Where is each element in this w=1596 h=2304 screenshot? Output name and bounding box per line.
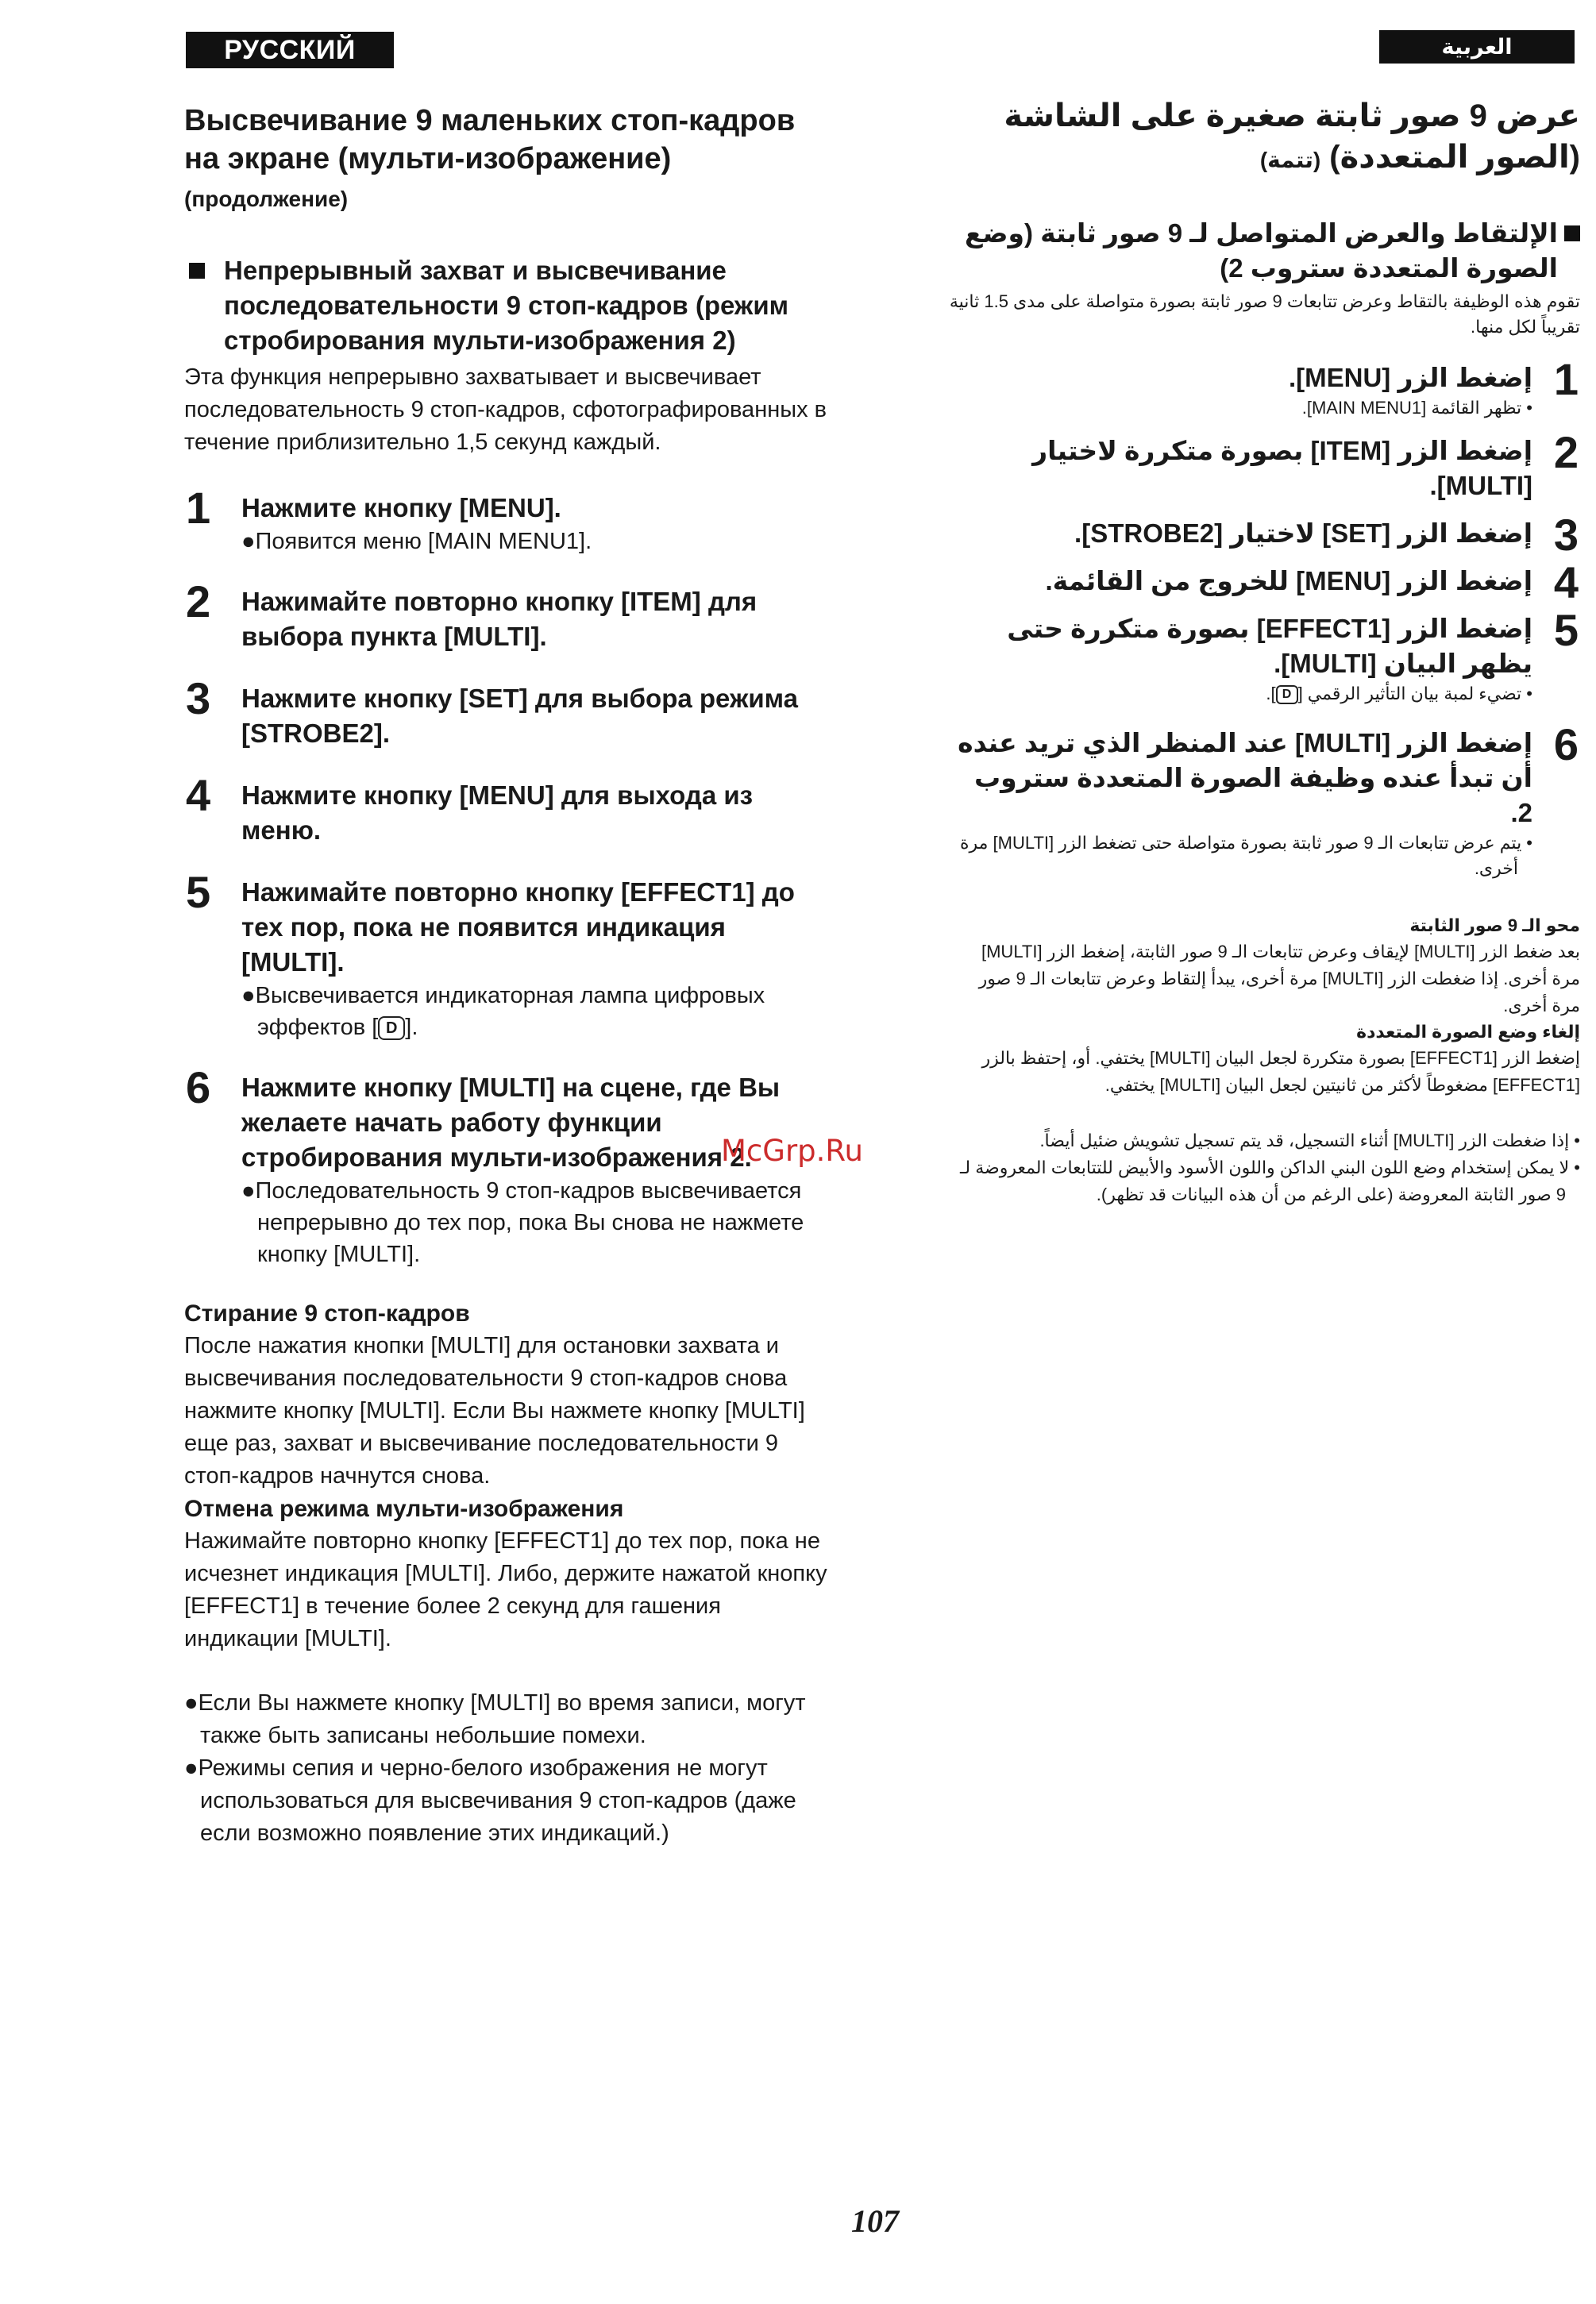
watermark: McGrp.Ru [721, 1134, 863, 1168]
step-3 [949, 510, 1580, 560]
step-note [949, 681, 1532, 707]
step-number: 1 [1553, 354, 1579, 404]
step-6 [184, 1062, 835, 1270]
language-tab-russian: РУССКИЙ ЯЗЫК [186, 32, 394, 68]
step-5 [949, 605, 1580, 707]
step-6 [949, 719, 1580, 881]
russian-column [184, 102, 835, 1850]
title-note: (продолжение) [184, 187, 349, 211]
cancel-heading: إلغاء وضع الصورة المتعددة [1356, 1022, 1580, 1042]
arabic-column [949, 95, 1580, 1208]
step-text: Нажмите кнопку [MENU]. [241, 493, 561, 522]
section-subheading [949, 216, 1580, 286]
notes-list [949, 1127, 1580, 1208]
step-3 [184, 673, 835, 751]
step-text: إضغط الزر [ITEM] بصورة متكررة لاختيار [MULTI]. [1032, 436, 1532, 500]
subheading-text: الإلتقاط والعرض المتواصل لـ 9 صور ثابتة (وضع الصورة المتعددة ستروب 2) [965, 218, 1558, 283]
step-text: إضغط الزر [SET] لاختيار [STROBE2]. [1074, 518, 1532, 548]
square-bullet-icon [189, 263, 205, 279]
step-text: Нажмите кнопку [MENU] для выхода из меню. [241, 780, 754, 845]
step-note: ●Появится меню [MAIN MENU1]. [241, 529, 592, 554]
step-text: إضغط الزر [MULTI] عند المنظر الذي تريد عنده أن تبدأ عنده وظيفة الصورة المتعددة ستروب 2. [958, 728, 1532, 827]
step-text: Нажимайте повторно кнопку [ITEM] для выбора пункта [MULTI]. [241, 587, 758, 651]
step-number: 1 [186, 483, 211, 533]
step-4 [949, 557, 1580, 607]
page-title-arabic [949, 95, 1580, 181]
digital-effect-icon: D [378, 1016, 405, 1040]
erase-paragraph: После нажатия кнопки [MULTI] для остановки захвата и высвечивания последовательности 9 стоп-кадров снова нажмите кнопку [MULTI]. Если Вы нажмете кнопку [MULTI] еще раз, захват и высвечивание последовательности 9 стоп-кадров начнутся снова. [184, 1333, 805, 1489]
step-text: إضغط الزر [MENU] للخروج من القائمة. [1045, 566, 1532, 595]
note-item: • إذا ضغطت الزر [MULTI] أثناء التسجيل، قد يتم تسجيل تشويش ضئيل أيضاً. [1039, 1131, 1580, 1150]
step-2 [184, 576, 835, 654]
step-5 [184, 867, 835, 1043]
step-text: إضغط الزر [EFFECT1] بصورة متكررة حتى يظهر البيان [MULTI]. [1007, 614, 1532, 678]
step-note: • يتم عرض تتابعات الـ 9 صور ثابتة بصورة متواصلة حتى تضغط الزر [MULTI] مرة أخرى. [959, 833, 1532, 878]
notes-list [184, 1687, 835, 1850]
title-text: Высвечивание 9 маленьких стоп-кадров на экране (мульти-изображение) [184, 104, 796, 175]
square-bullet-icon [1564, 225, 1580, 241]
subheading-text: Непрерывный захват и высвечивание последовательности 9 стоп-кадров (режим стробирования мульти-изображения 2) [224, 256, 789, 355]
cancel-paragraph: إضغط الزر [EFFECT1] بصورة متكررة لجعل البيان [MULTI] يختفي. أو، إحتفظ بالزر [EFFECT1] مضغوطاً لأكثر من ثانيتين لجعل البيان [MULTI] يختفي. [981, 1048, 1580, 1095]
note-item: • لا يمكن إستخدام وضع اللون البني الداكن واللون الأسود والأبيض للتتابعات المعروضة لـ 9 صور الثابتة المعروضة (على الرغم من أن هذه البيانات قد تظهر). [959, 1158, 1580, 1204]
erase-paragraph: بعد ضغط الزر [MULTI] لإيقاف وعرض تتابعات الـ 9 صور الثابتة، إضغط الزر [MULTI] مرة أخرى. إذا ضغطت الزر [MULTI] مرة أخرى، يبدأ إلتقاط وعرض تتابعات الـ 9 صور مرة أخرى. [978, 942, 1580, 1015]
note-text-before: ●Высвечивается индикаторная лампа цифровых эффектов [ [241, 983, 765, 1040]
step-number: 5 [186, 867, 211, 917]
step-number: 6 [1553, 719, 1579, 769]
digital-effect-icon: D [1276, 685, 1298, 704]
step-number: 3 [1553, 510, 1579, 560]
title-note: (تتمة) [1259, 148, 1321, 172]
step-number: 3 [186, 673, 211, 723]
language-tab-arabic: العربية [1379, 30, 1575, 64]
title-text: عرض 9 صور ثابتة صغيرة على الشاشة (الصور المتعددة) [1004, 98, 1580, 175]
step-number: 2 [1553, 427, 1579, 477]
step-text: Нажмите кнопку [SET] для выбора режима [STROBE2]. [241, 684, 798, 748]
cancel-heading: Отмена режима мульти-изображения [184, 1496, 624, 1522]
step-text: إضغط الزر [MENU]. [1288, 363, 1532, 392]
erase-heading: محو الـ 9 صور الثابتة [1409, 915, 1580, 935]
step-text: Нажимайте повторно кнопку [EFFECT1] до тех пор, пока не появится индикация [MULTI]. [241, 877, 795, 977]
page-title [184, 102, 835, 218]
step-1 [184, 483, 835, 557]
step-number: 4 [1553, 557, 1579, 607]
note-text-after: ]. [405, 1015, 418, 1040]
note-text-before: • تضيء لمبة بيان التأثير الرقمي [ [1297, 684, 1532, 703]
step-text: Нажмите кнопку [MULTI] на сцене, где Вы желаете начать работу функции стробирования мульти-изображения 2. [241, 1073, 781, 1172]
page-number: 107 [851, 2203, 899, 2239]
step-note: • تظهر القائمة [MAIN MENU1]. [1301, 398, 1532, 418]
note-text-after: ]. [1266, 684, 1276, 703]
intro-paragraph: Эта функция непрерывно захватывает и высвечивает последовательность 9 стоп-кадров, сфотографированных в течение приблизительно 1,5 секунд каждый. [184, 364, 827, 455]
cancel-paragraph: Нажимайте повторно кнопку [EFFECT1] до тех пор, пока не исчезнет индикация [MULTI]. Либо, держите нажатой кнопку [EFFECT1] в течение более 2 секунд для гашения индикации [MULTI]. [184, 1528, 827, 1651]
step-note: ●Последовательность 9 стоп-кадров высвечивается непрерывно до тех пор, пока Вы снова не нажмете кнопку [MULTI]. [241, 1178, 804, 1267]
step-note [241, 980, 835, 1043]
step-1 [949, 354, 1580, 421]
note-item: ●Если Вы нажмете кнопку [MULTI] во время записи, могут также быть записаны небольшие помехи. [184, 1690, 806, 1748]
step-number: 5 [1553, 605, 1579, 655]
erase-heading: Стирание 9 стоп-кадров [184, 1300, 470, 1327]
step-number: 2 [186, 576, 211, 626]
step-2 [949, 427, 1580, 503]
section-subheading [184, 253, 835, 358]
note-item: ●Режимы сепия и черно-белого изображения не могут использоваться для высвечивания 9 стоп-кадров (даже если возможно появление этих индикаций.) [184, 1755, 796, 1846]
step-number: 4 [186, 770, 211, 820]
step-4 [184, 770, 835, 848]
step-number: 6 [186, 1062, 211, 1112]
steps-list [949, 354, 1580, 881]
intro-paragraph: تقوم هذه الوظيفة بالتقاط وعرض تتابعات 9 صور ثابتة بصورة متواصلة على مدى 1.5 ثانية تقريباً لكل منها. [949, 291, 1580, 337]
